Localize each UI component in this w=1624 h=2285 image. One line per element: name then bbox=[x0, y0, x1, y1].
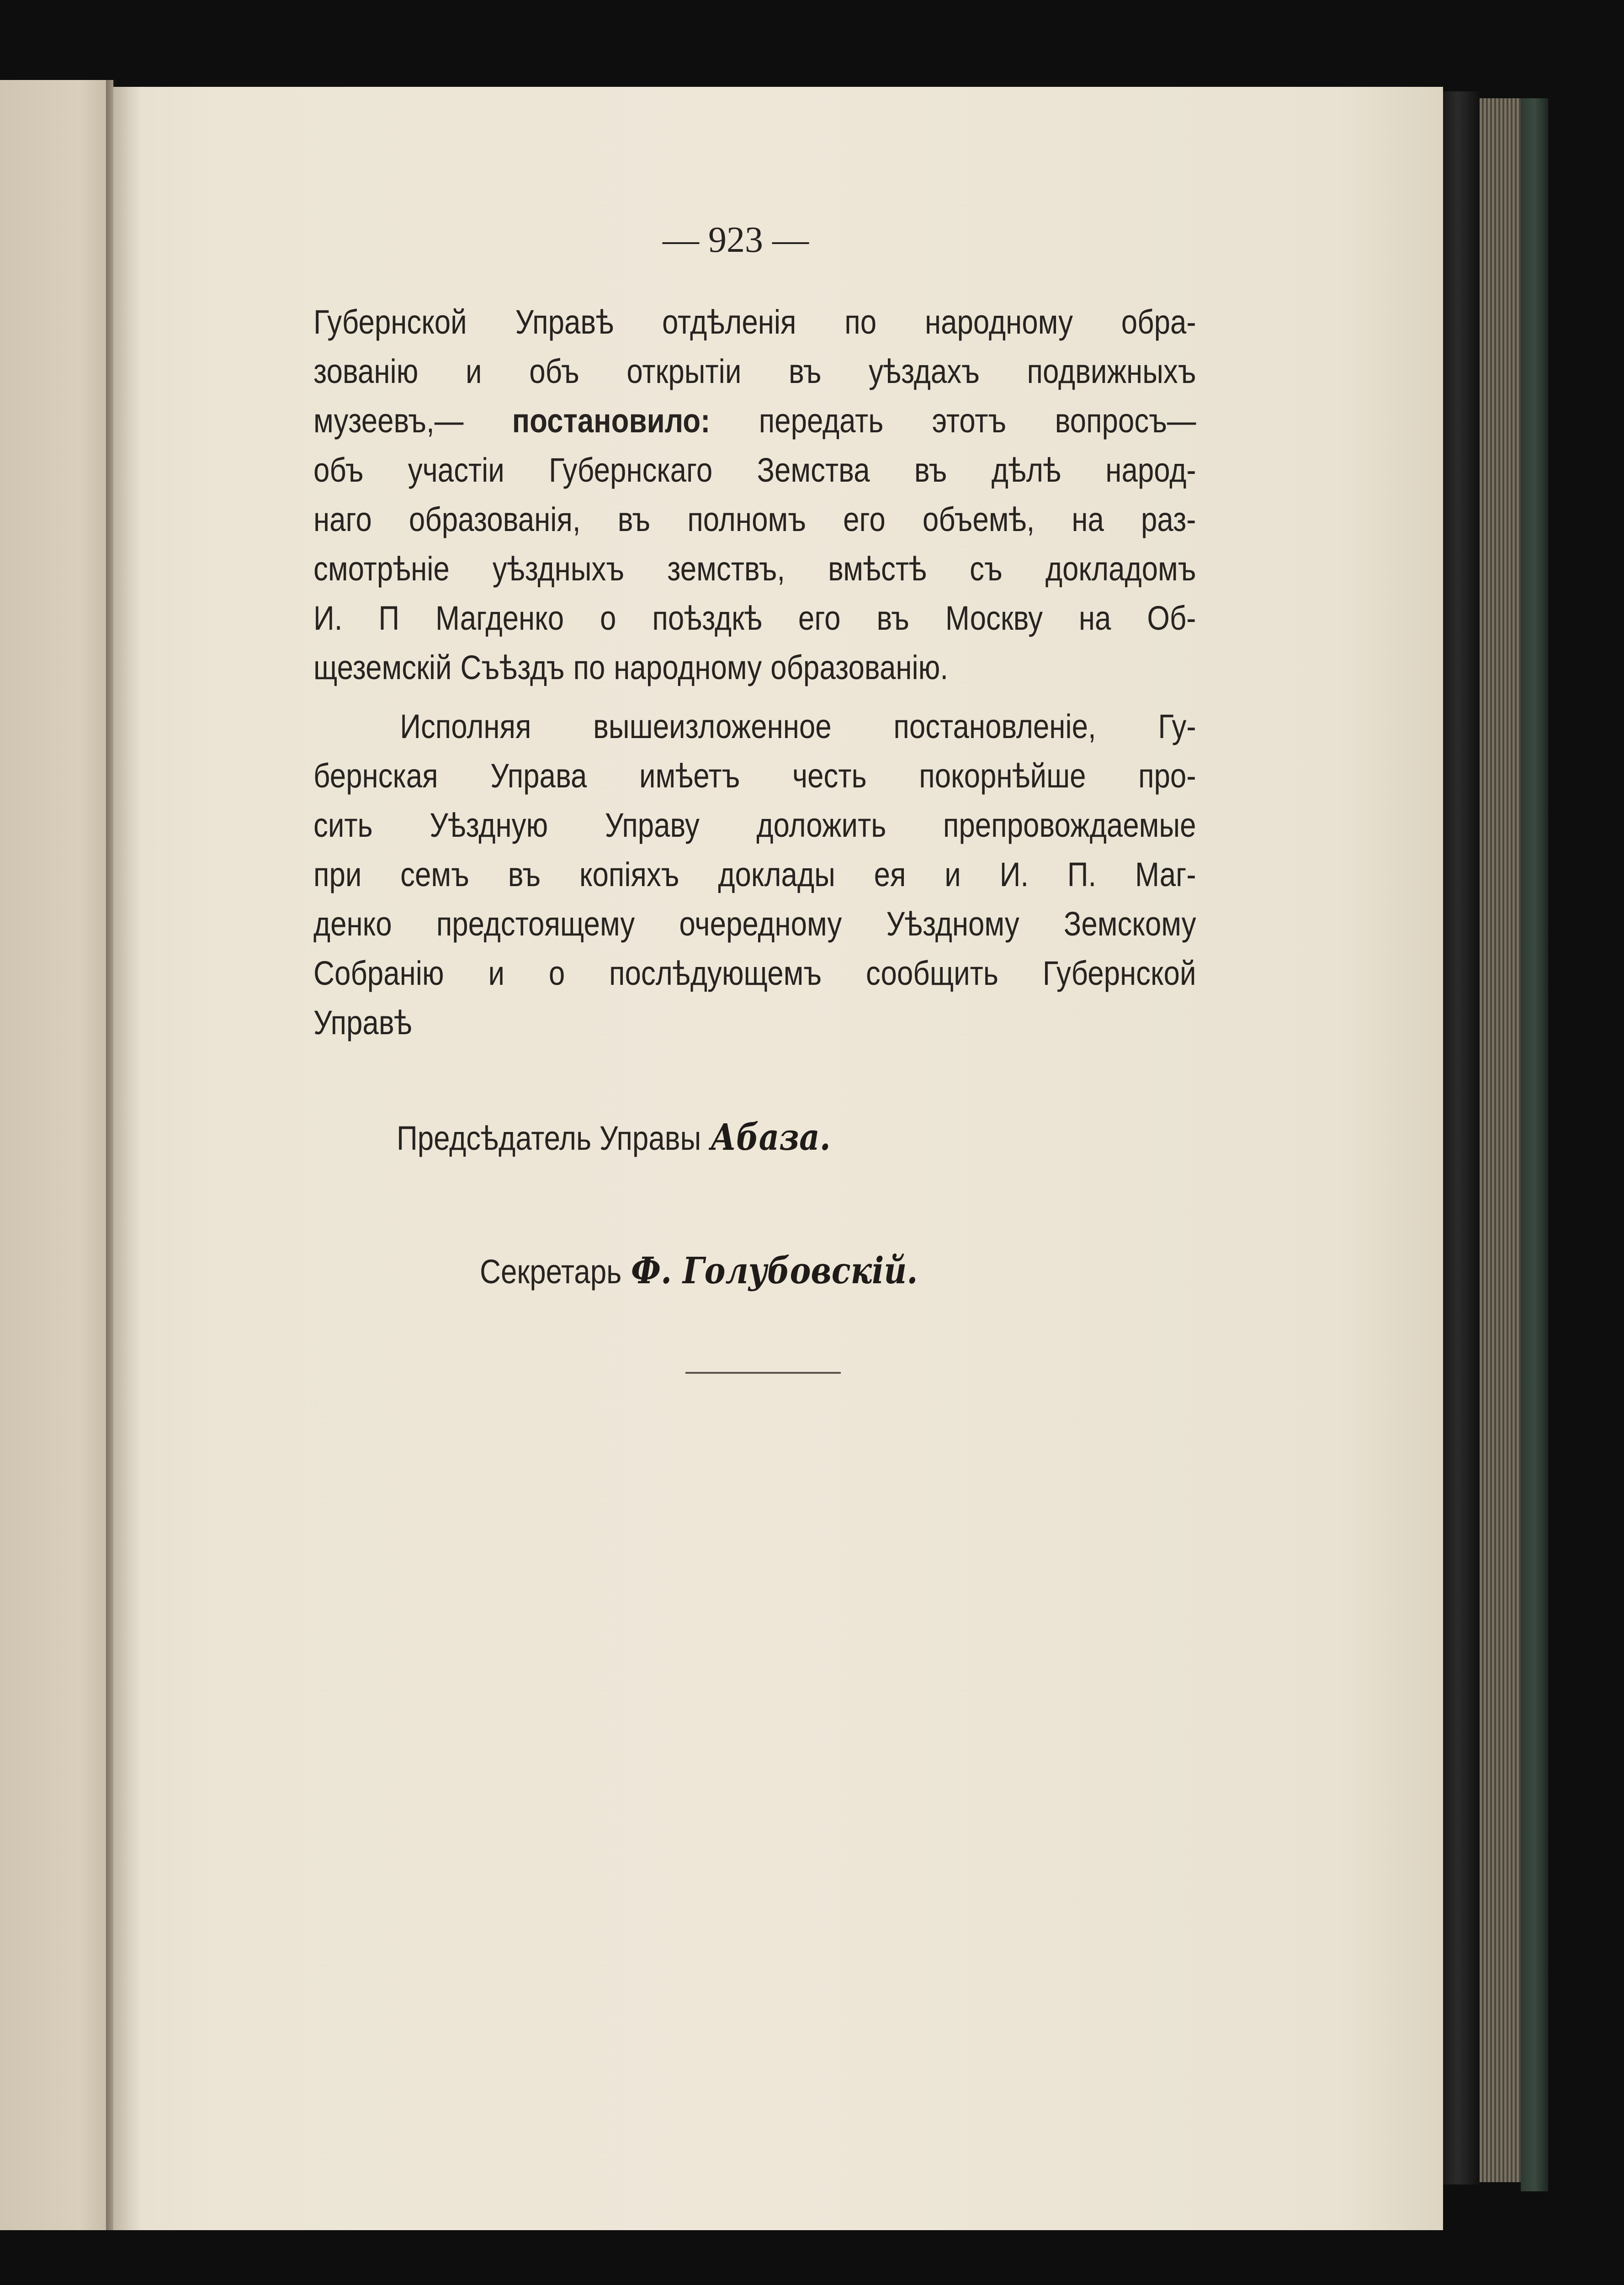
word: ея bbox=[874, 856, 906, 893]
word: покорнѣйше bbox=[919, 757, 1086, 795]
text-line bbox=[313, 1000, 1196, 1046]
word: зованію bbox=[313, 352, 419, 390]
text-line bbox=[313, 645, 1196, 691]
closing-rule bbox=[685, 1372, 841, 1374]
word: Земства bbox=[757, 451, 870, 489]
word: уѣздныхъ bbox=[492, 550, 625, 588]
chairman-title: Предсѣдатель Управы bbox=[397, 1119, 701, 1157]
secretary-title: Секретарь bbox=[480, 1253, 622, 1291]
word: и bbox=[466, 352, 482, 390]
text-line bbox=[313, 852, 1196, 898]
word: отдѣленія bbox=[662, 303, 796, 341]
word: объ bbox=[313, 451, 364, 489]
word: Уѣздную bbox=[430, 806, 548, 844]
word: П bbox=[378, 599, 400, 637]
word: Губернской bbox=[313, 303, 467, 341]
chairman-name: Абаза. bbox=[710, 1116, 831, 1158]
word: и bbox=[945, 856, 961, 893]
text-line bbox=[313, 951, 1196, 996]
word: на bbox=[1078, 599, 1111, 637]
word: по bbox=[573, 648, 605, 686]
word: обра- bbox=[1121, 303, 1196, 341]
word: открытіи bbox=[626, 352, 742, 390]
word: очередному bbox=[679, 905, 842, 943]
word: вопросъ— bbox=[1055, 402, 1196, 440]
word: Об- bbox=[1147, 599, 1196, 637]
word: Уѣздному bbox=[886, 905, 1019, 943]
word: сить bbox=[313, 806, 373, 844]
word: народ- bbox=[1105, 451, 1196, 489]
word: Магденко bbox=[435, 599, 564, 637]
word: копіяхъ bbox=[579, 856, 679, 893]
text-line bbox=[313, 349, 1196, 394]
word: Губернской bbox=[1042, 954, 1196, 992]
text-line bbox=[313, 299, 1196, 345]
text-line bbox=[313, 901, 1196, 947]
word: Управѣ bbox=[313, 1004, 412, 1042]
word: въ bbox=[876, 599, 909, 637]
word: вышеизложенное bbox=[593, 707, 832, 745]
gutter-shadow bbox=[113, 87, 141, 2230]
word: Исполняя bbox=[400, 707, 531, 745]
word: смотрѣніе bbox=[313, 550, 450, 588]
word: Управу bbox=[605, 806, 700, 844]
word: про- bbox=[1138, 757, 1196, 795]
text-line bbox=[313, 497, 1196, 542]
word: образованію. bbox=[770, 648, 949, 686]
page-number: — 923 — bbox=[663, 220, 809, 260]
word: доклады bbox=[718, 856, 835, 893]
facing-page-edge bbox=[0, 80, 113, 2230]
text-line bbox=[313, 704, 1196, 749]
word: съ bbox=[970, 550, 1003, 588]
secretary-signature bbox=[480, 1248, 918, 1295]
word: земствъ, bbox=[667, 550, 785, 588]
word: сообщить bbox=[865, 954, 998, 992]
word: въ bbox=[914, 451, 947, 489]
word: Управѣ bbox=[515, 303, 614, 341]
word: въ bbox=[617, 500, 651, 538]
word: полномъ bbox=[687, 500, 806, 538]
word: честь bbox=[792, 757, 867, 795]
word: образованія, bbox=[409, 500, 581, 538]
word: этотъ bbox=[932, 402, 1007, 440]
word: поѣздкѣ bbox=[652, 599, 762, 637]
word: семъ bbox=[400, 856, 469, 893]
word: раз- bbox=[1141, 500, 1196, 538]
word: Маг- bbox=[1135, 856, 1196, 893]
word: И. bbox=[999, 856, 1029, 893]
word: на bbox=[1072, 500, 1104, 538]
word: постановило: bbox=[512, 402, 711, 440]
word: передать bbox=[759, 402, 884, 440]
word: о bbox=[548, 954, 565, 992]
word: препровождаемые bbox=[943, 806, 1196, 844]
word: Собранію bbox=[313, 954, 444, 992]
word: вмѣстѣ bbox=[828, 550, 927, 588]
word: Управа bbox=[490, 757, 587, 795]
word: Съѣздъ bbox=[460, 648, 565, 686]
text-line bbox=[313, 595, 1196, 641]
secretary-name: Ф. Голубовскій. bbox=[631, 1249, 918, 1292]
word: его bbox=[843, 500, 886, 538]
word: народному bbox=[614, 648, 762, 686]
word: въ bbox=[789, 352, 822, 390]
word: бернская bbox=[313, 757, 438, 795]
text-line bbox=[313, 447, 1196, 493]
word: Земскому bbox=[1063, 905, 1196, 943]
word: по bbox=[844, 303, 877, 341]
word: имѣетъ bbox=[639, 757, 740, 795]
word: дѣлѣ bbox=[991, 451, 1061, 489]
word: П. bbox=[1067, 856, 1097, 893]
book-cover-edge bbox=[1521, 98, 1548, 2191]
word: подвижныхъ bbox=[1027, 352, 1196, 390]
word: о bbox=[600, 599, 616, 637]
word: предстоящему bbox=[436, 905, 635, 943]
word: объемѣ, bbox=[922, 500, 1035, 538]
word: участіи bbox=[408, 451, 504, 489]
word: въ bbox=[508, 856, 541, 893]
word: и bbox=[488, 954, 505, 992]
text-line bbox=[313, 398, 1196, 444]
word: музеевъ,— bbox=[313, 402, 464, 440]
word: народному bbox=[924, 303, 1073, 341]
word: Гу- bbox=[1158, 707, 1196, 745]
word: И. bbox=[313, 599, 343, 637]
text-line bbox=[313, 753, 1196, 799]
word: денко bbox=[313, 905, 392, 943]
word: доложить bbox=[756, 806, 886, 844]
word: послѣдующемъ bbox=[609, 954, 822, 992]
page-stack-edges bbox=[1480, 98, 1521, 2182]
word: Москву bbox=[945, 599, 1043, 637]
word: щеземскій bbox=[313, 648, 452, 686]
page-stack-shadow bbox=[1443, 91, 1480, 2184]
word: постановленіе, bbox=[893, 707, 1096, 745]
word: его bbox=[798, 599, 841, 637]
word: наго bbox=[313, 500, 372, 538]
word: объ bbox=[529, 352, 579, 390]
word: уѣздахъ bbox=[869, 352, 980, 390]
word: Губернскаго bbox=[549, 451, 713, 489]
text-line bbox=[313, 546, 1196, 592]
word: при bbox=[313, 856, 362, 893]
word: докладомъ bbox=[1045, 550, 1196, 588]
text-line bbox=[313, 802, 1196, 848]
chairman-signature bbox=[397, 1114, 831, 1161]
